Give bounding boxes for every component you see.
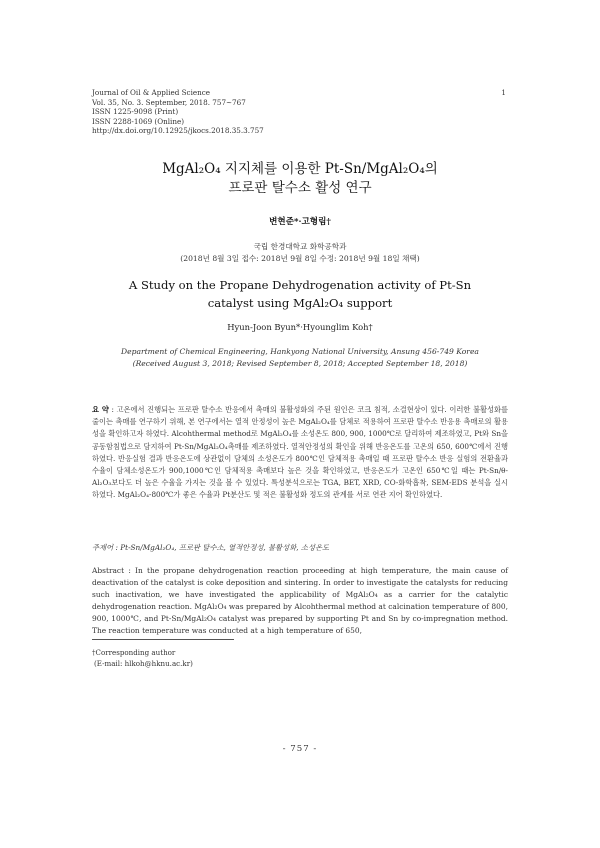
authors-korean: 변현준*·고형림† [269, 217, 331, 227]
title-korean [0, 160, 600, 198]
affiliation-korean-line1: 국립 한경대학교 화학공학과 [253, 242, 347, 251]
journal-doi: http://dx.doi.org/10.12925/jkocs.2018.35.3.757 [92, 126, 264, 136]
affiliation-english-dates: (Received August 3, 2018; Revised September 8, 2018; Accepted September 18, 2018) [132, 358, 468, 368]
footer-page-number: - 757 - [282, 744, 318, 754]
authors-english: Hyun-Joon Byun*·Hyounglim Koh† [227, 322, 373, 332]
journal-meta [92, 88, 264, 136]
abstract-korean [92, 404, 508, 502]
corresponding-author-email: (E-mail: hlkoh@hknu.ac.kr) [94, 659, 193, 668]
title-korean-line1: MgAl₂O₄ 지지체를 이용한 Pt-Sn/MgAl₂O₄의 [162, 161, 438, 177]
header-page-number: 1 [501, 88, 506, 97]
keywords-korean: 주제어 : Pt-Sn/MgAl₂O₄, 프로판 탈수소, 열적안정성, 불활성화, 소성온도 [92, 543, 330, 552]
title-korean-line2: 프로판 탈수소 활성 연구 [228, 180, 372, 196]
affiliation-english [0, 346, 600, 369]
journal-issn-online: ISSN 2288-1069 (Online) [92, 116, 185, 126]
abstract-english [92, 565, 508, 638]
abstract-korean-text: : 고온에서 진행되는 프로판 탈수소 반응에서 촉매의 불활성화의 주된 원인은 코크 침적, 소결현상이 있다. 이러한 불활성화를 줄이는 촉매를 연구하기 위해, 본 연구에서는 열적 안정성이 높은 MgAl₂O₄를 담체로 적용하여 프로판 탈수소 반응용 촉매로의 활용성을 확인하고자 하였다. Alcohthermal method로 MgAl₂O₄를 소성온도 800, 900, 1000℃로 달리하여 제조하였고, Pt와 Sn을 공동함침법으로 담지하여 Pt-Sn/MgAl₂O₄촉매를 제조하였다. 열적안정성의 확인을 위해 반응온도를 고온의 650, 600℃에서 진행하였다. 반응실험 결과 반응온도에 상관없이 담체의 소성온도가 800℃인 담체적용 촉매일 때 프로판 탈수소 반응 실험의 전환율과 수율이 담체소성온도가 900,1000℃인 담체적용 촉매보다 높은 것을 확인하였고, 반응온도가 고온인 650℃일 때는 Pt-Sn/θ-Al₂O₃보다도 더 높은 수율을 가지는 것을 볼 수 있었다. 특성분석으로는 TGA, BET, XRD, CO-화학흡착, SEM-EDS 분석을 실시하였다. MgAl₂O₄-800℃가 좋은 수율과 Pt분산도 및 적은 불활성화 정도의 관계를 서로 연관 지어 확인하였다. [92, 405, 509, 500]
title-english-line2: catalyst using MgAl₂O₄ support [207, 296, 393, 310]
corresponding-author-note: †Corresponding author [92, 648, 176, 657]
footnote-divider [92, 639, 234, 640]
title-english [0, 276, 600, 312]
footnote [92, 647, 193, 669]
affiliation-korean [0, 241, 600, 264]
journal-issn-print: ISSN 1225-9098 (Print) [92, 107, 179, 117]
abstract-korean-label: 요 약 [92, 405, 109, 414]
journal-volume: Vol. 35, No. 3. September, 2018. 757~767 [92, 97, 246, 107]
abstract-english-text: : In the propane dehydrogenation reaction proceeding at high temperature, the main cause of deactivation of the catalyst is coke deposition and sintering. In order to investigate the catalysts for reducing such inactivation, we have investigated the applicability of MgAl₂O₄ as a carrier for the catalytic dehydrogenation reaction. MgAl₂O₄ was prepared by Alcohthermal method at calcination temperature of 800, 900, 1000℃, and Pt-Sn/MgAl₂O₄ catalyst was prepared by supporting Pt and Sn by co-impregnation method. The reaction temperature was conducted at a high temperature of 650, [92, 566, 508, 636]
affiliation-english-line1: Department of Chemical Engineering, Hankyong National University, Ansung 456-749 Korea [121, 347, 479, 356]
journal-name: Journal of Oil & Applied Science [92, 88, 211, 97]
affiliation-korean-dates: (2018년 8월 3일 접수: 2018년 9월 8일 수정: 2018년 9월 18일 채택) [180, 253, 420, 263]
title-english-line1: A Study on the Propane Dehydrogenation activity of Pt-Sn [128, 278, 472, 292]
abstract-english-label: Abstract [92, 566, 125, 575]
